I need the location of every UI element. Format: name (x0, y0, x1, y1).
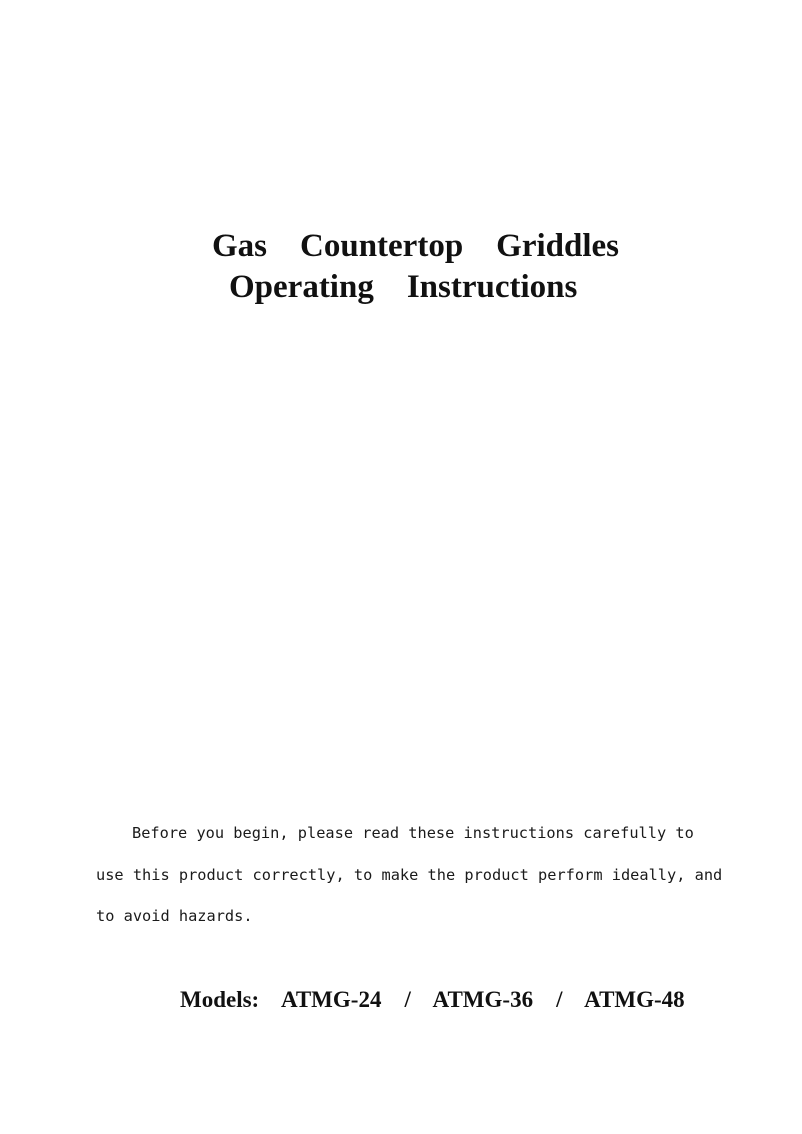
document-title-line-1: Gas Countertop Griddles (212, 228, 620, 264)
models-list: Models: ATMG-24 / ATMG-36 / ATMG-48 (180, 987, 685, 1012)
document-title-line-2: Operating Instructions (229, 269, 578, 305)
intro-text-line-3: to avoid hazards. (96, 907, 253, 925)
intro-text-line-2: use this product correctly, to make the product perform ideally, and (96, 866, 723, 884)
intro-text-line-1: Before you begin, please read these instructions carefully to (132, 824, 694, 842)
